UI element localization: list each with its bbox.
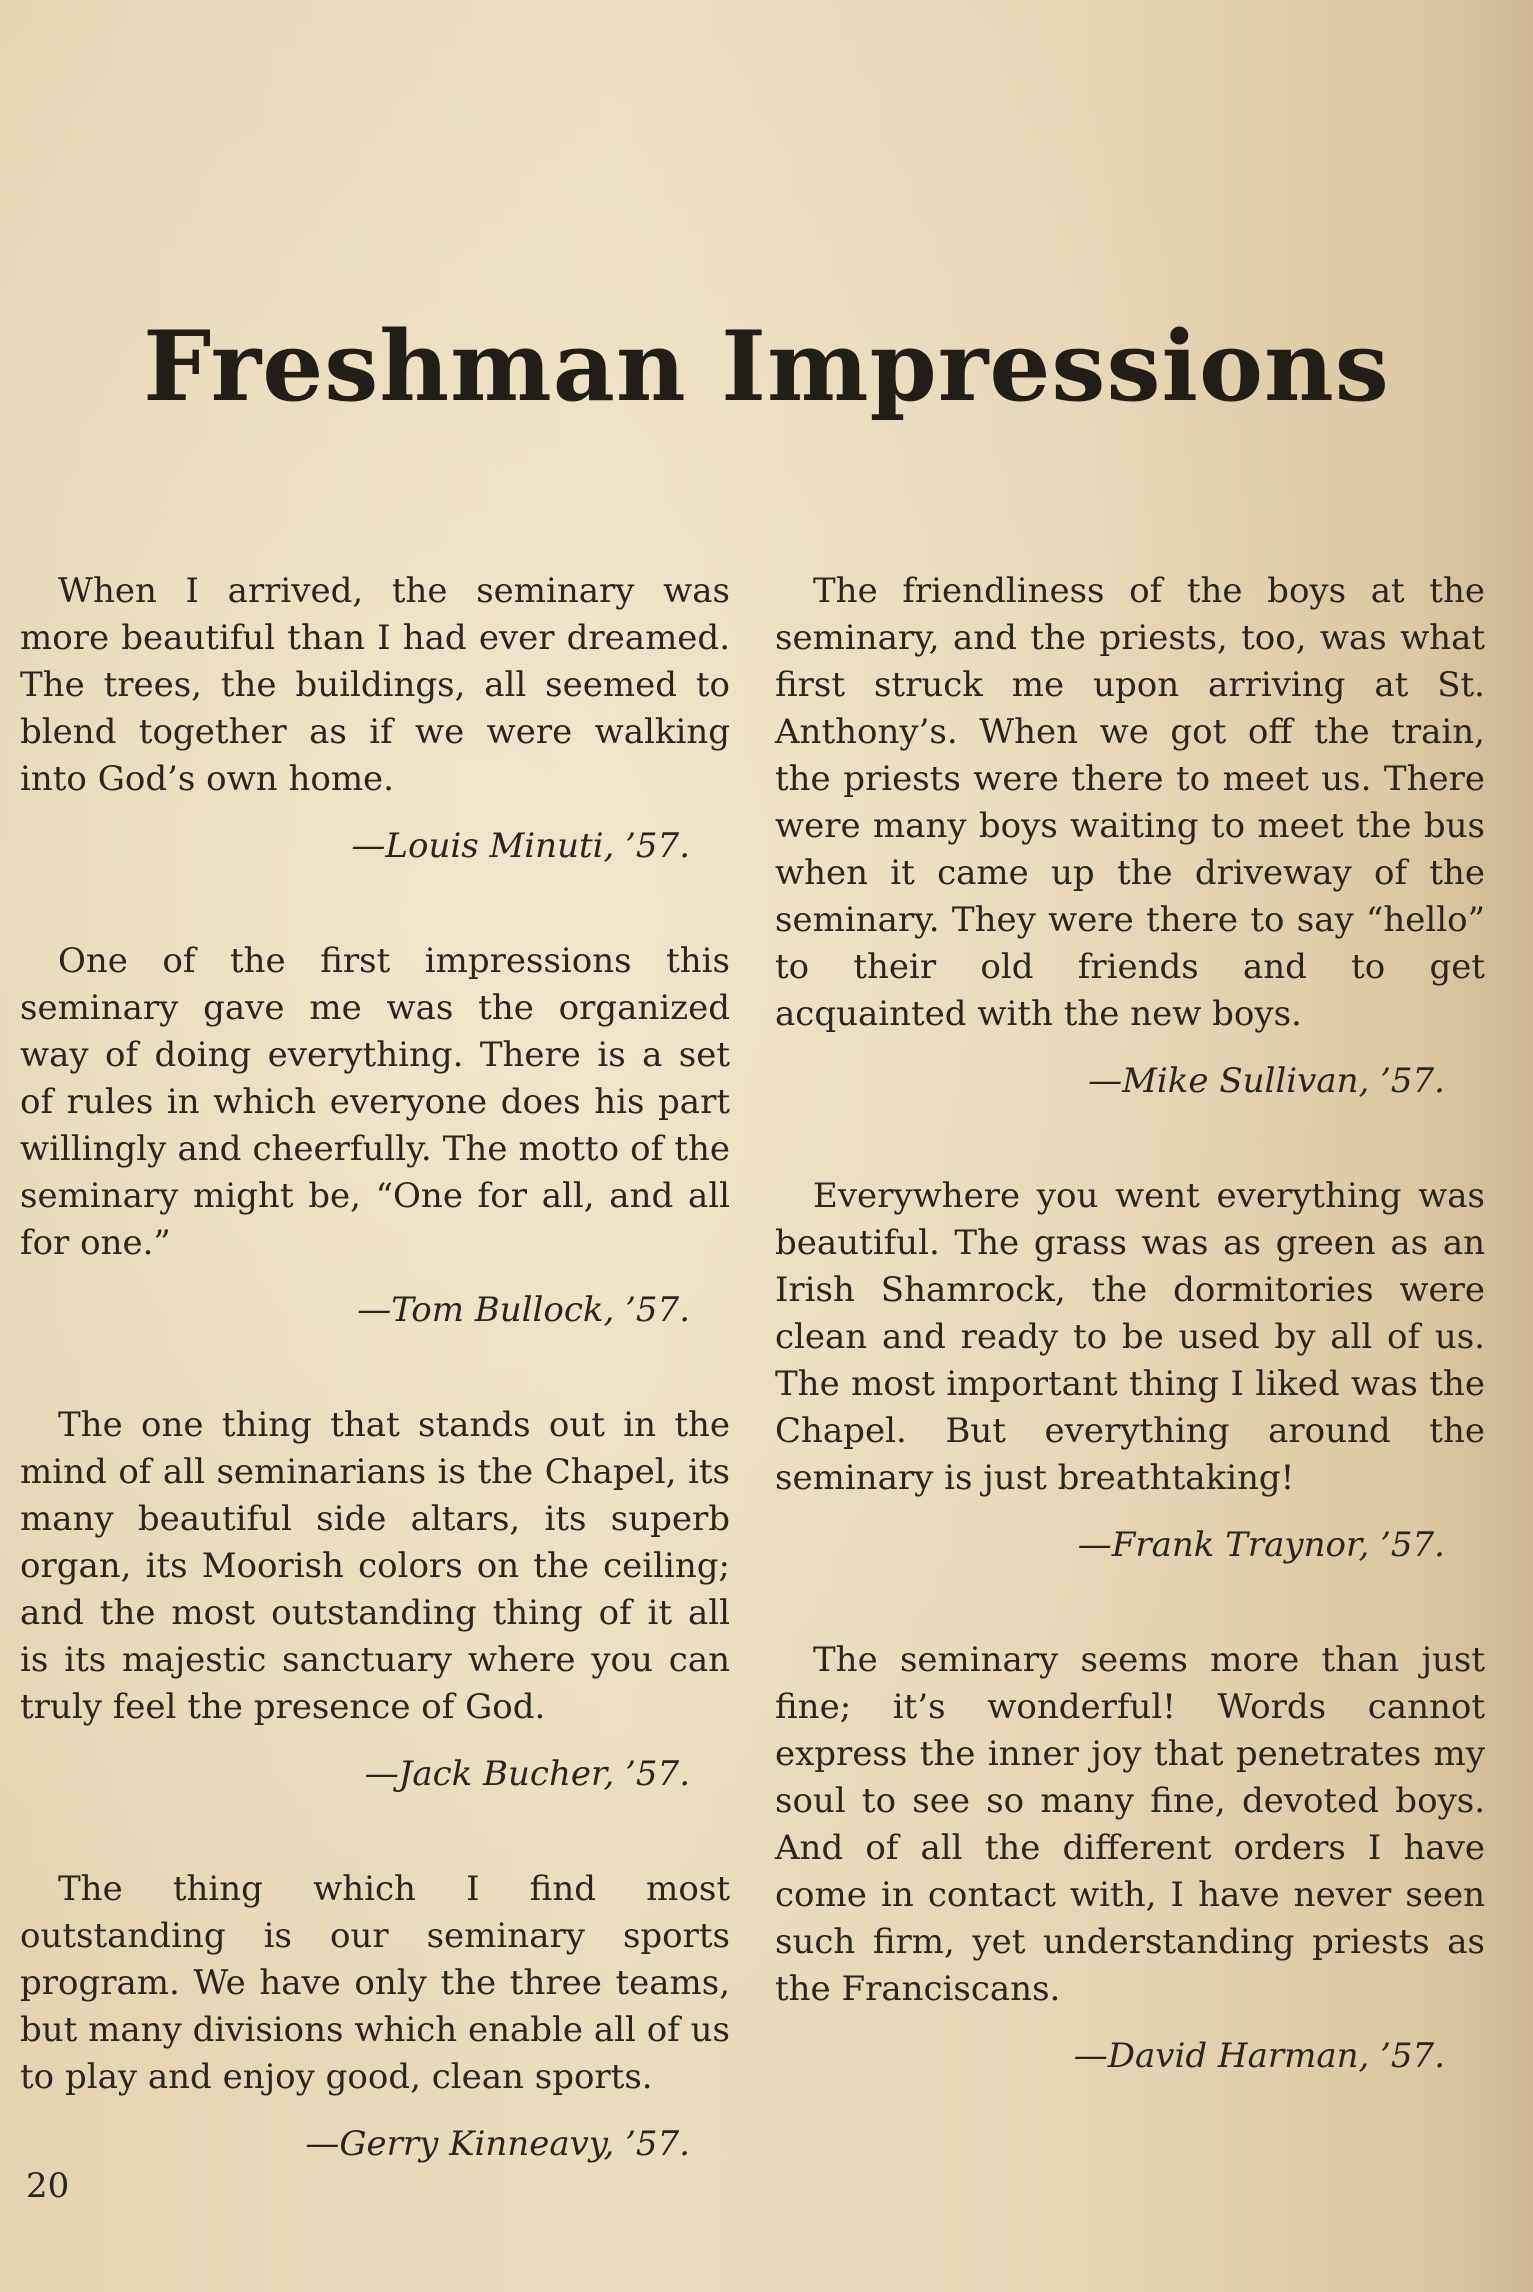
entry-author: —Mike Sullivan, ’57. bbox=[1088, 1061, 1445, 1101]
entry-text: The friendliness of the boys at the seminary, and the priests, too, was what first struck me upon arriving at St. Anthony’s. When we got off the train, the priests were there to meet us. There were many boys waiting to meet the bus when it came up the driveway of the seminary. They were there to say “hello” to their old friends and to get acquainted with the new boys. bbox=[775, 571, 1485, 1034]
entry-text: The one thing that stands out in the mind of all seminarians is the Chapel, its many beautiful side altars, its superb organ, its Moorish colors on the ceiling; and the most outstanding thing of it all is its majestic sanctuary where you can truly feel the presence of God. bbox=[20, 1405, 730, 1727]
entry-kinneavy bbox=[20, 1866, 730, 2168]
entry-text: Everywhere you went everything was beautiful. The grass was as green as an Irish Shamrock, the dormitories were clean and ready to be used by all of us. The most important thing I liked was the Chapel. But everything around the seminary is just breathtaking! bbox=[775, 1176, 1485, 1498]
entry-gap bbox=[775, 1105, 1485, 1173]
entry-minuti bbox=[20, 568, 730, 870]
right-column bbox=[775, 568, 1485, 2080]
entry-author: —Tom Bullock, ’57. bbox=[357, 1290, 690, 1330]
left-column bbox=[20, 568, 730, 2168]
entry-text: When I arrived, the seminary was more beautiful than I had ever dreamed. The trees, the buildings, all seemed to blend together as if we were walking into God’s own home. bbox=[20, 571, 730, 799]
entry-author: —Frank Traynor, ’57. bbox=[1077, 1525, 1445, 1565]
entry-text: One of the first impressions this seminary gave me was the organized way of doing everything. There is a set of rules in which everyone does his part willingly and cheerfully. The motto of the seminary might be, “One for all, and all for one.” bbox=[20, 941, 730, 1263]
entry-harman bbox=[775, 1637, 1485, 2080]
entry-author: —Louis Minuti, ’57. bbox=[351, 826, 690, 866]
entry-gap bbox=[20, 1334, 730, 1402]
entry-author: —Jack Bucher, ’57. bbox=[364, 1754, 690, 1794]
entry-gap bbox=[20, 870, 730, 938]
entry-text: The seminary seems more than just fine; it’s wonderful! Words cannot express the inner joy that penetrates my soul to see so many fine, devoted boys. And of all the different orders I have come in contact with, I have never seen such firm, yet understanding priests as the Franciscans. bbox=[775, 1640, 1485, 2009]
entry-bullock bbox=[20, 938, 730, 1334]
entry-gap bbox=[775, 1569, 1485, 1637]
entry-traynor bbox=[775, 1173, 1485, 1569]
entry-gap bbox=[20, 1798, 730, 1866]
entry-sullivan bbox=[775, 568, 1485, 1105]
entry-bucher bbox=[20, 1402, 730, 1798]
entry-author: —David Harman, ’57. bbox=[1073, 2036, 1445, 2076]
entry-text: The thing which I find most outstanding is our seminary sports program. We have only the three teams, but many divisions which enable all of us to play and enjoy good, clean sports. bbox=[20, 1869, 730, 2097]
page-title: Freshman Impressions bbox=[143, 310, 1390, 423]
page-number: 20 bbox=[26, 2166, 70, 2206]
entry-author: —Gerry Kinneavy, ’57. bbox=[305, 2124, 690, 2164]
